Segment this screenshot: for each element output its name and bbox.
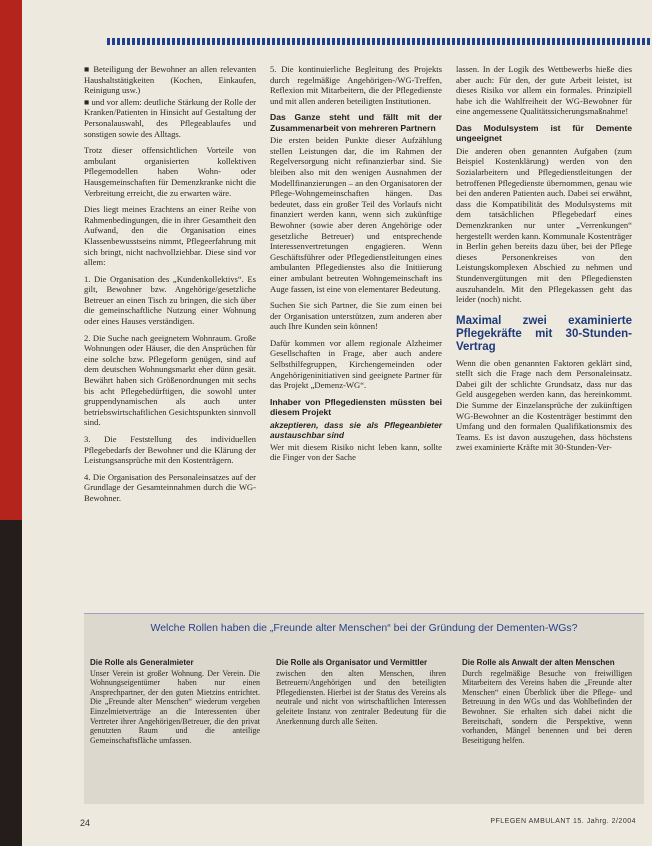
column-3 — [456, 64, 632, 459]
info-box-heading: Die Rolle als Anwalt der alten Menschen — [462, 658, 615, 667]
bullet-item: ■ Beteiligung der Bewohner an allen relevanten Haushaltstätigkeiten (Kochen, Einkaufen, Reinigung usw.) — [84, 64, 256, 96]
publication-footer: PFLEGEN AMBULANT 15. Jahrg. 2/2004 — [490, 818, 636, 825]
top-decorative-band — [107, 38, 652, 45]
left-dark-edge — [0, 520, 22, 846]
info-box — [84, 613, 644, 804]
info-box-text: Unser Verein ist großer Wohnung. Der Verein. Die Wohnungseigentümer haben nur einen Ansprechpartner, der den guten Mietzins entrichtet. Die „Freunde alter Menschen“ wiederum vergeben Einzelmietverträge an die Interessenten über Vertreter ihrer Angehörigen/Betreuer, die den privat genutzten Raum und die anteilige Gemeinschaftsfläche umfassen. — [90, 668, 260, 745]
page-number: 24 — [80, 818, 91, 828]
subheading: Das Ganze steht und fällt mit der Zusammenarbeit von mehreren Partnern — [270, 112, 442, 133]
paragraph: 4. Die Organisation des Personaleinsatzes auf der Grundlage der Gesamteinnahmen durch die WG-Bewohner. — [84, 471, 256, 503]
paragraph: Trotz dieser offensichtlichen Vorteile von ambulant organisierten kollektiven Pflegemodellen haben Wohn- oder Hausgemeinschaften für Demenzkranke nicht die Verbreitung erreicht, die zu erwarten wäre. — [84, 145, 256, 198]
subheading: Inhaber von Pflegediensten müssten bei diesem Projekt — [270, 396, 442, 418]
info-box-text: Durch regelmäßige Besuche von freiwilligen Mitarbeitern des Vereins haben die „Freunde alter Menschen“ einen Überblick über die Pflege- und Betreuung in den WGs und das Wohlbefinden der Bewohner. Sie erhalten sich dabei nicht die Bereitschaft, sondern die Perspektive, wenn vorhanden, Mängel benennen und bei deren Beseitigung helfen. — [462, 668, 632, 745]
paragraph: Suchen Sie sich Partner, die Sie zum einen bei der Organisation unterstützen, zum anderen aber auch Ihre Kunden sein können! — [270, 300, 442, 332]
paragraph: 3. Die Feststellung des individuellen Pflegebedarfs der Bewohner und die Klärung der Leistungsansprüche mit den Kostenträgern. — [84, 434, 256, 466]
paragraph: 5. Die kontinuierliche Begleitung des Projekts durch regelmäßige Angehörigen-/WG-Treffen, Reflexion mit Mitarbeitern, die der Pflegedienste und mit allen anderen beteiligten Institutionen. — [270, 64, 442, 106]
paragraph: Dies liegt meines Erachtens an einer Reihe von Rahmenbedingungen, die in ihrer Gesamtheit den Aufwand, den die Organisation eines Klassenbewusstseins nimmt, Pflegeerfahrung mit sich bringt, nicht nachvollziehbar. Diese sind vor allem: — [84, 204, 256, 268]
paragraph: Wenn die oben genannten Faktoren geklärt sind, stellt sich die Frage nach dem Personaleinsatz. Dabei gilt der schlichte Grundsatz, dass nur das Geld ausgegeben werden kann, das hereinkommt. Die Summe der Einzelansprüche der zukünftigen WG-Bewohner an die Kostenträger bestimmt den Umfang und den formalen Qualifikationsmix des Teams. Es ist davon auszugehen, dass höchstens zwei examinierte Kräfte mit 30-Stunden-Ver- — [456, 357, 632, 453]
column-2 — [270, 64, 442, 469]
paragraph: Wer mit diesem Risiko nicht leben kann, sollte die Finger von der Sache — [270, 441, 442, 463]
info-box-column-1 — [90, 658, 260, 745]
magazine-page — [22, 0, 652, 846]
left-red-edge — [0, 0, 22, 520]
section-heading: Maximal zwei examinierte Pflegekräfte mit 30-Stunden-Vertrag — [456, 314, 632, 353]
paragraph: Die ersten beiden Punkte dieser Aufzählung stellen Leistungen dar, die im Rahmen der Regelversorgung nicht refinanzierbar sind. Sie bleiben also mit den wenigen Ausnahmen der Modellfinanzierungen – an den Organisatoren der Pflege-Wohngemeinschaften hängen. Das bedeutet, dass ein großer Teil des Vorlaufs nicht finanziert werden kann, wenn sich zukünftige Bewohner (sowie aber deren Angehörige oder gesetzliche Betreuer) und entsprechende Interessenvertretungen engagieren. Wenn Geschäftsführer oder Pflegedienstleitungen eines ambulanten Pflegedienstes also die Initiierung einer ambulant betreuten Wohngemeinschaft ins Auge fassen, ist eine von elementarer Bedeutung. — [270, 135, 442, 294]
info-box-title: Welche Rollen haben die „Freunde alter Menschen“ bei der Gründung der Dementen-WGs? — [150, 622, 578, 634]
info-box-text: zwischen den alten Menschen, ihren Betreuern/Angehörigen und den beteiligten Pflegediensten. Hierbei ist der Status des Vereins als neutrale und nicht von wirtschaftlichen Interessen geleitete Instanz von zentraler Bedeutung für die Anerkennung durch alle Seiten. — [276, 668, 446, 726]
column-1 — [84, 64, 256, 510]
paragraph: Die anderen oben genannten Aufgaben (zum Beispiel Kostenklärung) werden von den Sozialarbeitern und Pflegedienstleitungen der betroffenen Pflegedienste übernommen, genau wie bei den anderen Patienten auch. Dabei sei erwähnt, dass die Kompatibilität des Modulsystems mit dem tatsächlichen Pflegebedarf eines Demenzkranken nur unter „Verrenkungen“ hergestellt werden kann. Kommunale Kostenträger in Berlin gehen bereits dazu über, bei der Pflege dieses Personenkreises von den Leistungskomplexen Abschied zu nehmen und Stundenvergütungen mit den Pflegediensten auszuhandeln. Mit den Pflegekassen geht das leider (noch) nicht. — [456, 145, 632, 305]
bullet-item: ■ und vor allem: deutliche Stärkung der Rolle der Kranken/Patienten in Hinsicht auf Gestaltung der Personalauswahl, des Pflegeablaufes und sonstigen sowie des Alltags. — [84, 96, 256, 139]
paragraph: 1. Die Organisation des „Kundenkollektivs“. Es gilt, Bewohner bzw. Angehörige/gesetzliche Betreuer an einen Tisch zu bringen, die sich über die gemeinschaftliche Nutzung einer Wohnung oder eines Hauses verständigen. — [84, 273, 256, 327]
subheading: Das Modulsystem ist für Demente ungeeignet — [456, 122, 632, 144]
info-box-column-3 — [462, 658, 632, 745]
info-box-heading: Die Rolle als Organisator und Vermittler — [276, 658, 428, 667]
subheading-italic: akzeptieren, dass sie als Pflegeanbieter austauschbar sind — [270, 419, 442, 440]
paragraph: lassen. In der Logik des Wettbewerbs hieße dies aber auch: Für den, der gute Arbeit leistet, ist dieses Risiko vor allem ein formales. Prinzipiell habe ich die Wahlfreiheit der WG-Bewohner für eine angemessene Qualitätssicherungsmaßnahme! — [456, 64, 632, 117]
info-box-column-2 — [276, 658, 446, 726]
paragraph: Dafür kommen vor allem regionale Alzheimer Gesellschaften in Frage, aber auch andere Selbsthilfegruppen, Kirchengemeinden oder Angehörigeninitiativen sind geeignete Partner für das Projekt „Demenz-WG“. — [270, 337, 442, 391]
paragraph: 2. Die Suche nach geeignetem Wohnraum. Große Wohnungen oder Häuser, die den Ansprüchen für eine solche bzw. Pflegeform genügen, sind auf dem deutschen Wohnungsmarkt eher dünn gesät. Bewährt haben sich Größenordnungen mit sechs bis acht Pflegebedürftigen, die sowohl unter gruppendynamischen als auch unter betriebswirtschaftlichen Gesichtspunkten sinnvoll sind. — [84, 332, 256, 428]
info-box-heading: Die Rolle als Generalmieter — [90, 658, 194, 667]
